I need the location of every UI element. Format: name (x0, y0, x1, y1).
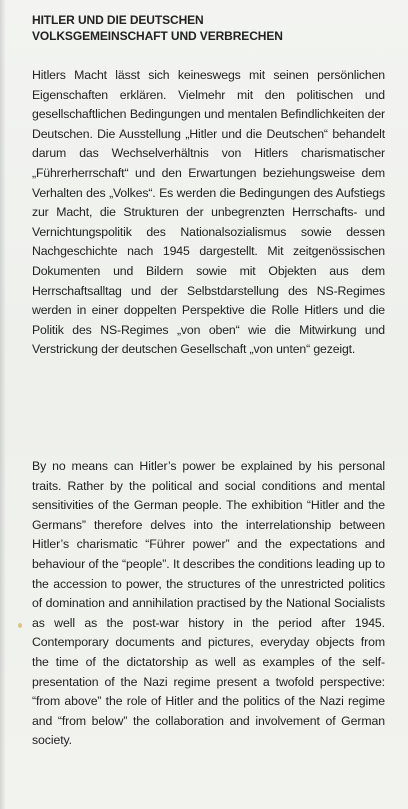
heading-line-1: HITLER UND DIE DEUTSCHEN (32, 13, 204, 27)
german-paragraph: Hitlers Macht lässt sich keineswegs mit seinen persönlichen Eigenschaften erklären. Vielmehr mit den politischen und gesellschaftlichen Bedingungen und mentalen Befindlichkeiten der Deutschen. Die Ausstellung „Hitler und die Deutschen“ behandelt darum das Wechselverhältnis von Hitlers charismatischer „Führerherrschaft“ und den Erwartungen beziehungsweise dem Verhalten des „Volkes“. Es werden die Bedingungen des Aufstiegs zur Macht, die Strukturen der unbegrenzten Herrschafts- und Vernichtungspolitik des Nationalsozialismus sowie dessen Nachgeschichte nach 1945 dargestellt. Mit zeitgenössischen Dokumenten und Bildern sowie mit Objekten aus dem Herrschaftsalltag und der Selbstdarstellung des NS-Regimes werden in einer doppelten Perspektive die Rolle Hitlers und die Politik des NS-Regimes „von oben“ wie die Mitwirkung und Verstrickung der deutschen Gesellschaft „von unten“ gezeigt. (32, 68, 385, 357)
heading-line-2: VOLKSGEMEINSCHAFT UND VERBRECHEN (32, 29, 283, 43)
page-edge-shadow (0, 0, 6, 809)
document-heading (32, 12, 392, 44)
english-paragraph: By no means can Hitler’s power be explained by his personal traits. Rather by the political and social conditions and mental sensitivities of the German people. The exhibition “Hitler and the Germans” therefore delves into the interrelationship between Hitler’s charismatic “Führer power” and the expectations and behaviour of the “people”. It describes the conditions leading up to the accession to power, the structures of the unrestricted politics of domination and annihilation practised by the National Socialists as well as the post-war history in the period after 1945. Contemporary documents and pictures, everyday objects from the time of the dictatorship as well as examples of the self-presentation of the Nazi regime present a twofold perspective: “from above” the role of Hitler and the politics of the Nazi regime and “from below” the collaboration and involvement of German society. (32, 459, 385, 748)
paper-speck (18, 623, 22, 628)
